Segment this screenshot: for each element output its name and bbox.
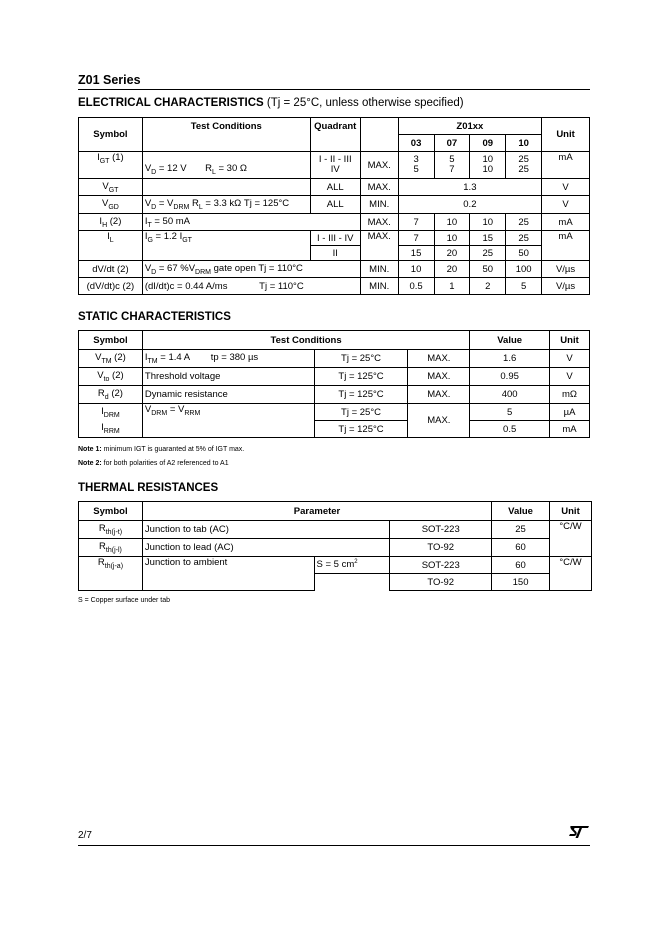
value-vtm: 1.6 bbox=[470, 350, 550, 368]
quad-vgd: ALL bbox=[310, 196, 360, 214]
unit-dvdtc: V/µs bbox=[542, 278, 590, 295]
symbol-idrm: $I_{DRM}$ bbox=[79, 404, 143, 421]
symbol-rthjt: $R_{th(j-t)}$ bbox=[79, 521, 143, 539]
device-09: 09 bbox=[470, 135, 506, 152]
vgd-value: 0.2 bbox=[398, 196, 541, 214]
row-vgt bbox=[79, 179, 590, 196]
unit-igt: mA bbox=[542, 152, 590, 179]
dvdt-10: 100 bbox=[506, 261, 542, 278]
tj-vto: Tj = 125°C bbox=[314, 368, 408, 386]
symbol-rd: $R_d$ (2) bbox=[79, 386, 143, 404]
thermal-col-unit: Unit bbox=[550, 502, 592, 521]
param-rthjt: Junction to tab (AC) bbox=[142, 521, 389, 539]
quad-vgt: ALL bbox=[310, 179, 360, 196]
thermal-title: THERMAL RESISTANCES bbox=[78, 482, 219, 494]
minmax-vgd: MIN. bbox=[360, 196, 398, 214]
minmax-vgt: MAX. bbox=[360, 179, 398, 196]
il-10-a: 25 bbox=[506, 231, 542, 246]
st-logo bbox=[568, 825, 590, 839]
electrical-title: ELECTRICAL CHARACTERISTICS bbox=[78, 97, 264, 109]
dvdt-03: 10 bbox=[398, 261, 434, 278]
minmax-dvdt: MIN. bbox=[360, 261, 398, 278]
row-vgd bbox=[79, 196, 590, 214]
symbol-vtm: $V_{TM}$ (2) bbox=[79, 350, 143, 368]
il-03-a: 7 bbox=[398, 231, 434, 246]
note-1: Note 1: minimum IGT is guaranted at 5% of IGT max. bbox=[78, 446, 245, 453]
device-10: 10 bbox=[506, 135, 542, 152]
tj-rd: Tj = 125°C bbox=[314, 386, 408, 404]
cond-il: $I_G = 1.2$ $I_{GT}$ bbox=[142, 231, 310, 261]
symbol-dvdtc: (dV/dt)c (2) bbox=[79, 278, 143, 295]
symbol-vgt: $V_{GT}$ bbox=[79, 179, 143, 196]
unit-vtm: V bbox=[550, 350, 590, 368]
cond-ih: $I_T = 50$ mA bbox=[142, 214, 360, 231]
unit-dvdt: V/µs bbox=[542, 261, 590, 278]
unit-vto: V bbox=[550, 368, 590, 386]
quad-il-1: I - III - IV bbox=[310, 231, 360, 246]
dvdt-07: 20 bbox=[434, 261, 470, 278]
static-col-test: Test Conditions bbox=[142, 331, 469, 350]
row-rthjt bbox=[79, 521, 592, 539]
minmax-idrm: MAX. bbox=[408, 404, 470, 438]
unit-vgt: V bbox=[542, 179, 590, 196]
row-dvdtc bbox=[79, 278, 590, 295]
static-table bbox=[78, 330, 590, 438]
cond-vgd: $V_D = V_{DRM}$ $R_L = 3.3$ kΩ Tj = 125°C bbox=[142, 196, 310, 214]
row-rthjl bbox=[79, 539, 592, 557]
value-vto: 0.95 bbox=[470, 368, 550, 386]
dvdtc-09: 2 bbox=[470, 278, 506, 295]
igt-03: 3 5 bbox=[398, 152, 434, 179]
cond-vtm: $I_{TM} = 1.4$ A tp = 380 µs bbox=[142, 350, 314, 368]
il-07-a: 10 bbox=[434, 231, 470, 246]
row-idrm bbox=[79, 404, 590, 421]
footer-rule bbox=[78, 845, 590, 846]
col-symbol: Symbol bbox=[79, 118, 143, 152]
igt-10: 25 25 bbox=[506, 152, 542, 179]
pkg-rthjt: SOT-223 bbox=[390, 521, 492, 539]
value-rthjt: 25 bbox=[492, 521, 550, 539]
col-group-z01xx: Z01xx bbox=[398, 118, 541, 135]
symbol-igt: $I_{GT}$ (1) bbox=[79, 152, 143, 179]
symbol-vto: $V_{to}$ (2) bbox=[79, 368, 143, 386]
il-09-b: 25 bbox=[470, 246, 506, 261]
ih-03: 7 bbox=[398, 214, 434, 231]
s-rthja: S = 5 $cm^2$ bbox=[314, 557, 390, 574]
il-10-b: 50 bbox=[506, 246, 542, 261]
cond-idrm: $V_{DRM} = V_{RRM}$ bbox=[142, 404, 314, 438]
value-rthja-1: 60 bbox=[492, 557, 550, 574]
cond-dvdtc: (dI/dt)c = 0.44 A/ms Tj = 110°C bbox=[142, 278, 310, 295]
dvdtc-07: 1 bbox=[434, 278, 470, 295]
row-il bbox=[79, 231, 590, 246]
quad-dvdtc bbox=[310, 278, 360, 295]
tj-vtm: Tj = 25°C bbox=[314, 350, 408, 368]
unit-rthja: °C/W bbox=[550, 557, 592, 591]
minmax-dvdtc: MIN. bbox=[360, 278, 398, 295]
value-rthja-2: 150 bbox=[492, 574, 550, 591]
unit-vgd: V bbox=[542, 196, 590, 214]
col-minmax-blank bbox=[360, 118, 398, 152]
quad-igt: I - II - III IV bbox=[310, 152, 360, 179]
symbol-rthja: $R_{th(j-a)}$ bbox=[79, 557, 143, 591]
value-idrm-2: 0.5 bbox=[470, 421, 550, 438]
row-vtm bbox=[79, 350, 590, 368]
il-07-b: 20 bbox=[434, 246, 470, 261]
il-09-a: 15 bbox=[470, 231, 506, 246]
row-rd bbox=[79, 386, 590, 404]
col-unit: Unit bbox=[542, 118, 590, 152]
electrical-table bbox=[78, 117, 590, 295]
thermal-col-symbol: Symbol bbox=[79, 502, 143, 521]
il-03-b: 15 bbox=[398, 246, 434, 261]
row-dvdt bbox=[79, 261, 590, 278]
dvdt-09: 50 bbox=[470, 261, 506, 278]
col-test-conditions: Test Conditions bbox=[142, 118, 310, 152]
dvdtc-10: 5 bbox=[506, 278, 542, 295]
col-quadrant: Quadrant bbox=[310, 118, 360, 152]
tj-idrm-2: Tj = 125°C bbox=[314, 421, 408, 438]
cond-vgt bbox=[142, 179, 310, 196]
header-rule bbox=[78, 89, 590, 90]
note-2: Note 2: for both polarities of A2 referenced to A1 bbox=[78, 460, 229, 467]
row-rthja bbox=[79, 557, 592, 574]
param-rthjl: Junction to lead (AC) bbox=[142, 539, 389, 557]
s-rthja-blank bbox=[314, 574, 390, 591]
symbol-dvdt: dV/dt (2) bbox=[79, 261, 143, 278]
minmax-ih: MAX. bbox=[360, 214, 398, 231]
ih-09: 10 bbox=[470, 214, 506, 231]
device-07: 07 bbox=[434, 135, 470, 152]
electrical-heading bbox=[78, 97, 464, 109]
electrical-subtitle: (Tj = 25°C, unless otherwise specified) bbox=[266, 97, 464, 109]
unit-rd: mΩ bbox=[550, 386, 590, 404]
thermal-col-value: Value bbox=[492, 502, 550, 521]
minmax-igt: MAX. bbox=[360, 152, 398, 179]
pkg-rthja-2: TO-92 bbox=[390, 574, 492, 591]
ih-10: 25 bbox=[506, 214, 542, 231]
symbol-rthjl: $R_{th(j-l)}$ bbox=[79, 539, 143, 557]
device-03: 03 bbox=[398, 135, 434, 152]
symbol-vgd: $V_{GD}$ bbox=[79, 196, 143, 214]
cond-rd: Dynamic resistance bbox=[142, 386, 314, 404]
cond-dvdt: $V_D = 67$ $\%V_{DRM}$ gate open Tj = 110°C bbox=[142, 261, 310, 278]
unit-ih: mA bbox=[542, 214, 590, 231]
static-col-unit: Unit bbox=[550, 331, 590, 350]
unit-rthjt: °C/W bbox=[550, 521, 592, 557]
minmax-vtm: MAX. bbox=[408, 350, 470, 368]
row-vto bbox=[79, 368, 590, 386]
cond-igt: $V_D = 12$ V $R_L = 30$ Ω bbox=[142, 152, 310, 179]
value-idrm-1: 5 bbox=[470, 404, 550, 421]
unit-idrm-1: µA bbox=[550, 404, 590, 421]
quad-dvdt bbox=[310, 261, 360, 278]
page-number: 2/7 bbox=[78, 830, 92, 841]
vgt-value: 1.3 bbox=[398, 179, 541, 196]
symbol-ih: $I_H$ (2) bbox=[79, 214, 143, 231]
minmax-rd: MAX. bbox=[408, 386, 470, 404]
series-title: Z01 Series bbox=[78, 73, 141, 87]
igt-09: 10 10 bbox=[470, 152, 506, 179]
static-col-symbol: Symbol bbox=[79, 331, 143, 350]
value-rthjl: 60 bbox=[492, 539, 550, 557]
symbol-il: $I_L$ bbox=[79, 231, 143, 261]
thermal-col-parameter: Parameter bbox=[142, 502, 491, 521]
unit-idrm-2: mA bbox=[550, 421, 590, 438]
minmax-il: MAX. bbox=[360, 231, 398, 261]
row-igt bbox=[79, 152, 590, 179]
param-rthja: Junction to ambient bbox=[142, 557, 314, 591]
dvdtc-03: 0.5 bbox=[398, 278, 434, 295]
pkg-rthja-1: SOT-223 bbox=[390, 557, 492, 574]
pkg-rthjl: TO-92 bbox=[390, 539, 492, 557]
thermal-footnote: S = Copper surface under tab bbox=[78, 597, 171, 604]
quad-il-2: II bbox=[310, 246, 360, 261]
cond-vto: Threshold voltage bbox=[142, 368, 314, 386]
minmax-vto: MAX. bbox=[408, 368, 470, 386]
tj-idrm-1: Tj = 25°C bbox=[314, 404, 408, 421]
static-col-value: Value bbox=[470, 331, 550, 350]
symbol-irrm: $I_{RRM}$ bbox=[79, 421, 143, 438]
static-title: STATIC CHARACTERISTICS bbox=[78, 311, 231, 323]
ih-07: 10 bbox=[434, 214, 470, 231]
unit-il: mA bbox=[542, 231, 590, 261]
row-ih bbox=[79, 214, 590, 231]
igt-07: 5 7 bbox=[434, 152, 470, 179]
value-rd: 400 bbox=[470, 386, 550, 404]
thermal-table bbox=[78, 501, 592, 591]
